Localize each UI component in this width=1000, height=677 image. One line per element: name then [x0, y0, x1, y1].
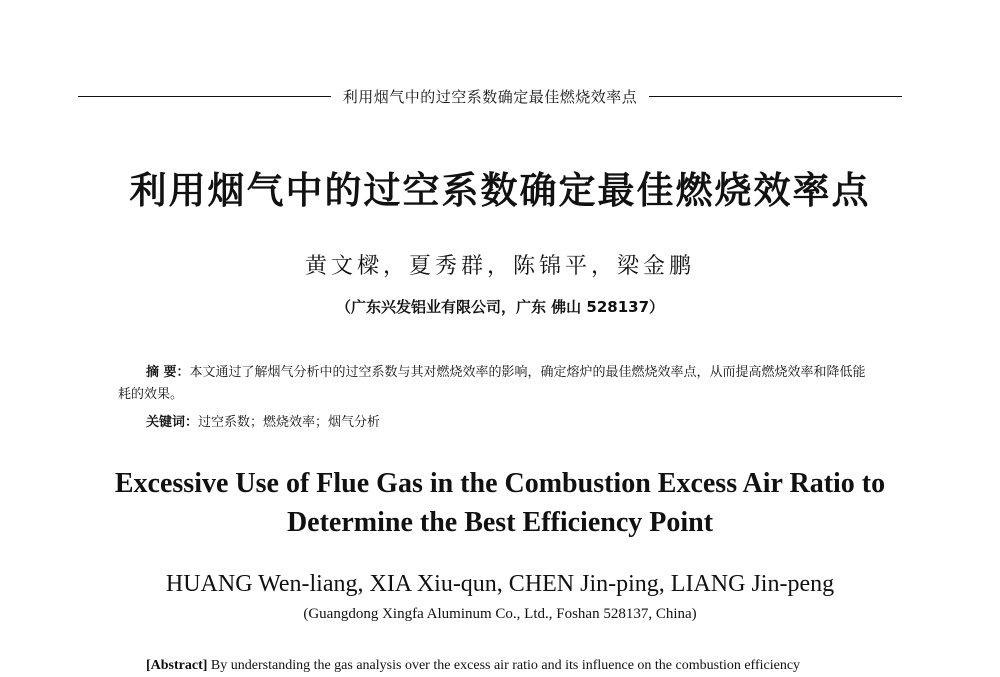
english-abstract-label: [Abstract] — [146, 658, 208, 673]
chinese-authors: 黄文樑，夏秀群，陈锦平，梁金鹏 — [304, 254, 695, 279]
english-abstract-text: By understanding the gas analysis over the excess air ratio and its influence on the combustion efficiency — [210, 658, 801, 673]
running-header-text: 利用烟气中的过空系数确定最佳燃烧效率点 — [342, 87, 638, 106]
english-affiliation: (Guangdong Xingfa Aluminum Co., Ltd., Foshan 528137, China) — [303, 606, 697, 622]
english-abstract — [146, 655, 886, 677]
english-title: Excessive Use of Flue Gas in the Combustion Excess Air Ratio to Determine the Best Efficiency Point — [114, 468, 886, 538]
chinese-title: 利用烟气中的过空系数确定最佳燃烧效率点 — [129, 168, 871, 212]
chinese-abstract-text: 本文通过了解烟气分析中的过空系数与其对燃烧效率的影响，确定熔炉的最佳燃烧效率点，从而提高燃烧效率和降低能耗的效果。 — [118, 365, 866, 402]
running-header — [78, 84, 902, 108]
english-authors: HUANG Wen-liang, XIA Xiu-qun, CHEN Jin-ping, LIANG Jin-peng — [165, 571, 835, 597]
chinese-keywords-label: 关键词： — [146, 415, 199, 430]
chinese-abstract-label: 摘 要： — [146, 365, 190, 380]
chinese-abstract — [118, 362, 878, 406]
header-rule-right — [649, 96, 902, 97]
header-rule-left — [78, 96, 331, 97]
chinese-keywords — [146, 412, 846, 434]
chinese-affiliation: （广东兴发铝业有限公司，广东 佛山 528137） — [335, 298, 665, 316]
chinese-keywords-text: 过空系数；燃烧效率；烟气分析 — [198, 415, 381, 430]
